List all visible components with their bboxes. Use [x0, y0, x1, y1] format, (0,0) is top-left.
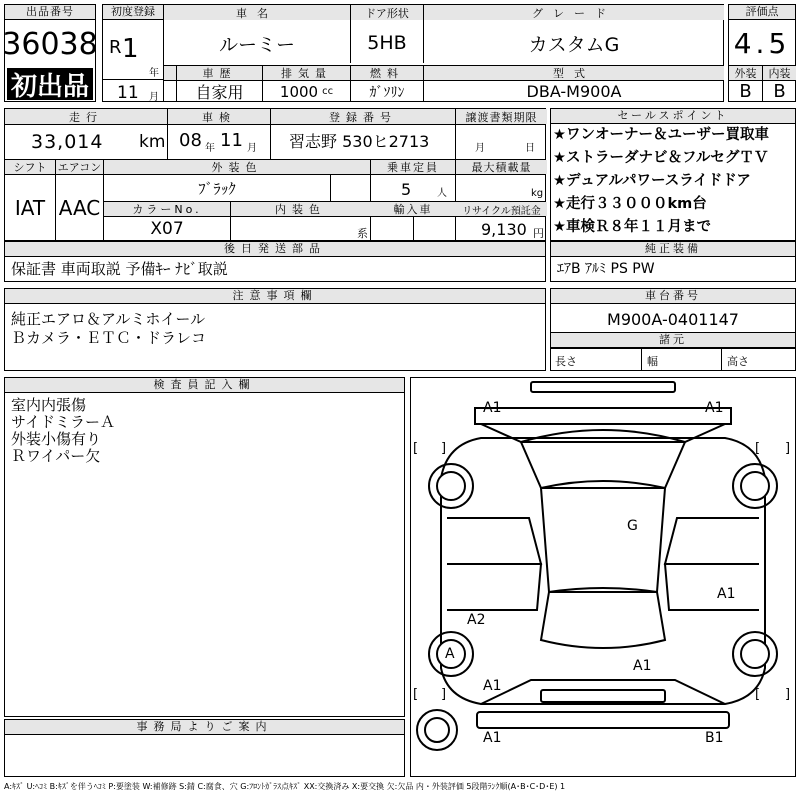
bracket-front-right-open: [	[755, 441, 761, 456]
transfer-day-unit: 日	[525, 143, 535, 154]
genuine-value: ｴｱB ｱﾙﾐ PS PW	[557, 261, 655, 277]
displacement-value	[263, 81, 350, 102]
capacity-label: 乗車定員	[371, 160, 455, 174]
history-label: 車歴	[177, 66, 262, 80]
max-load-unit: kg	[531, 188, 544, 199]
interior-grade-label: 内装	[763, 66, 796, 80]
office-box	[4, 719, 405, 777]
mark-windshield: G	[627, 518, 638, 534]
car-name-label: 車名	[164, 5, 350, 20]
genuine-label: 純正装備	[551, 242, 795, 257]
registration-value: 習志野 530ヒ2713	[289, 132, 430, 151]
recycle-value: 9,130	[481, 220, 527, 239]
notes-line-2: Ｂカメラ・ＥＴＣ・ドラレコ	[11, 329, 207, 347]
displacement-label: 排気量	[263, 66, 350, 80]
legend-text: A:ｷｽﾞ U:ﾍｺﾐ B:ｷｽﾞを伴うﾍｺﾐ P:要塗装 W:補修跡 S:錆 C:腐食、穴 G:ﾌﾛﾝﾄｶﾞﾗｽ点ｷｽﾞ XX:交換済み X:要交換 欠:欠品 内・外装評価 5段階ﾗﾝｸ順(A･B･C･D･E) 1	[4, 782, 566, 791]
recycle-label: リサイクル預託金	[456, 202, 547, 216]
bracket-rear-left-open: [	[413, 687, 419, 702]
inspector-line-1: 室内内張傷	[11, 396, 87, 414]
registration-label: 登録番号	[271, 109, 455, 124]
color-no-label: カラーNo.	[104, 202, 230, 216]
mark-bumper-right: B1	[705, 730, 724, 746]
model-label: 型式	[424, 66, 724, 80]
door-value: 5HB	[367, 32, 407, 54]
mark-left-rear-wheel: A	[445, 646, 455, 662]
inspector-line-4: Ｒワイパー欠	[11, 447, 101, 465]
office-label: 事務局よりご案内	[5, 720, 404, 735]
first-reg-month: 11	[117, 83, 139, 103]
mileage-label: 走行	[5, 109, 167, 124]
interior-color-label: 内装色	[231, 202, 370, 216]
inspection-month: 11	[220, 130, 243, 151]
score-value: 4.5	[733, 26, 791, 60]
lot-box	[4, 4, 96, 102]
displacement-number: 1000	[279, 82, 319, 101]
selling-point-4: ★走行３３０００km台	[553, 196, 707, 212]
grade-label: グレード	[424, 5, 724, 20]
bracket-front-left-close: ]	[441, 441, 447, 456]
aircon-value: AAC	[58, 196, 101, 220]
recycle-unit: 円	[533, 227, 544, 240]
selling-point-1: ★ワンオーナー＆ユーザー買取車	[553, 127, 769, 143]
first-reg-era: R	[109, 37, 122, 58]
spec-box	[4, 108, 546, 241]
selling-points-box	[550, 108, 796, 241]
aircon-label: エアコン	[57, 161, 102, 174]
grade-value: カスタムG	[528, 33, 620, 56]
later-parts-value: 保証書 車両取説 予備ｷｰ ﾅﾋﾞ取説	[11, 260, 228, 278]
first-listing-badge: 初出品	[7, 68, 93, 100]
inspection-month-unit: 月	[247, 143, 257, 154]
color-no-value: X07	[150, 219, 184, 239]
mark-front-left: A1	[483, 400, 502, 416]
capacity-value: 5	[401, 180, 412, 199]
first-reg-month-unit: 月	[149, 92, 159, 103]
history-value: 自家用	[195, 83, 244, 102]
inspector-box	[4, 377, 405, 717]
max-load-label: 最大積載量	[456, 160, 547, 174]
exterior-color-value: ﾌﾞﾗｯｸ	[198, 179, 236, 198]
mark-right-side: A1	[717, 586, 736, 602]
mark-front-right: A1	[705, 400, 724, 416]
inspector-line-2: サイドミラーＡ	[11, 413, 115, 431]
car-outline	[411, 378, 795, 776]
capacity-unit: 人	[437, 188, 447, 199]
selling-points-label: セールスポイント	[551, 109, 795, 124]
inspection-year: 08	[179, 130, 202, 151]
dims-width-label: 幅	[647, 355, 658, 368]
notes-box	[4, 288, 546, 371]
door-label: ドア形状	[351, 5, 423, 20]
dims-label: 諸元	[551, 333, 795, 348]
lot-label: 出品番号	[5, 5, 95, 20]
inspector-line-3: 外装小傷有り	[11, 430, 102, 448]
mileage-unit: km	[139, 132, 166, 152]
exterior-grade: B	[739, 81, 752, 102]
first-reg-year-unit: 年	[149, 68, 159, 79]
later-parts-box	[4, 241, 546, 282]
transfer-label: 譲渡書類期限	[456, 109, 547, 124]
notes-line-1: 純正エアロ＆アルミホイール	[11, 310, 206, 328]
score-box	[728, 4, 796, 102]
inspection-year-unit: 年	[205, 143, 215, 154]
bracket-front-left-open: [	[413, 441, 419, 456]
genuine-box	[550, 241, 796, 282]
selling-point-3: ★デュアルパワースライドドア	[553, 173, 751, 189]
first-reg-year: 1	[122, 34, 139, 64]
chassis-label: 車台番号	[551, 289, 795, 304]
first-reg-label: 初度登録	[103, 5, 163, 20]
car-diagram	[410, 377, 796, 777]
inspector-label: 検査員記入欄	[5, 378, 404, 393]
score-label: 評価点	[729, 5, 795, 20]
chassis-box	[550, 288, 796, 371]
lot-number: 36038	[2, 26, 98, 62]
shift-value: IAT	[14, 196, 46, 220]
selling-point-2: ★ストラーダナビ＆フルセグＴＶ	[553, 150, 769, 166]
bracket-front-right-close: ]	[785, 441, 791, 456]
transfer-month-unit: 月	[475, 143, 485, 154]
mark-bumper-left: A1	[483, 730, 502, 746]
later-parts-label: 後日発送部品	[5, 242, 545, 257]
exterior-color-label: 外装色	[104, 160, 370, 174]
dims-height-label: 高さ	[727, 355, 749, 368]
bracket-rear-left-close: ]	[441, 687, 447, 702]
notes-label: 注意事項欄	[5, 289, 545, 304]
mileage-value: 33,014	[31, 131, 104, 153]
import-label: 輸入車	[371, 202, 455, 216]
chassis-value: M900A-0401147	[607, 309, 739, 329]
mark-rear-left: A1	[483, 678, 502, 694]
bracket-rear-right-close: ]	[785, 687, 791, 702]
model-value: DBA-M900A	[526, 82, 622, 101]
shift-label: シフト	[5, 160, 55, 174]
mark-left-rear-door: A2	[467, 612, 486, 628]
interior-color-unit: 系	[357, 227, 368, 240]
selling-point-5: ★車検Ｒ８年１１月まで	[553, 219, 711, 235]
first-reg-box	[102, 4, 164, 102]
fuel-label: 燃料	[351, 66, 423, 80]
inspection-label: 車検	[168, 109, 270, 124]
car-main-box	[163, 4, 724, 102]
bracket-rear-right-open: [	[755, 687, 761, 702]
mark-rear-window: A1	[633, 658, 652, 674]
fuel-value: ｶﾞｿﾘﾝ	[369, 84, 405, 101]
displacement-unit: cc	[322, 86, 334, 97]
exterior-grade-label: 外装	[729, 66, 762, 80]
dims-length-label: 長さ	[555, 355, 577, 368]
interior-grade: B	[773, 81, 786, 102]
car-name-value: ルーミー	[218, 33, 295, 56]
